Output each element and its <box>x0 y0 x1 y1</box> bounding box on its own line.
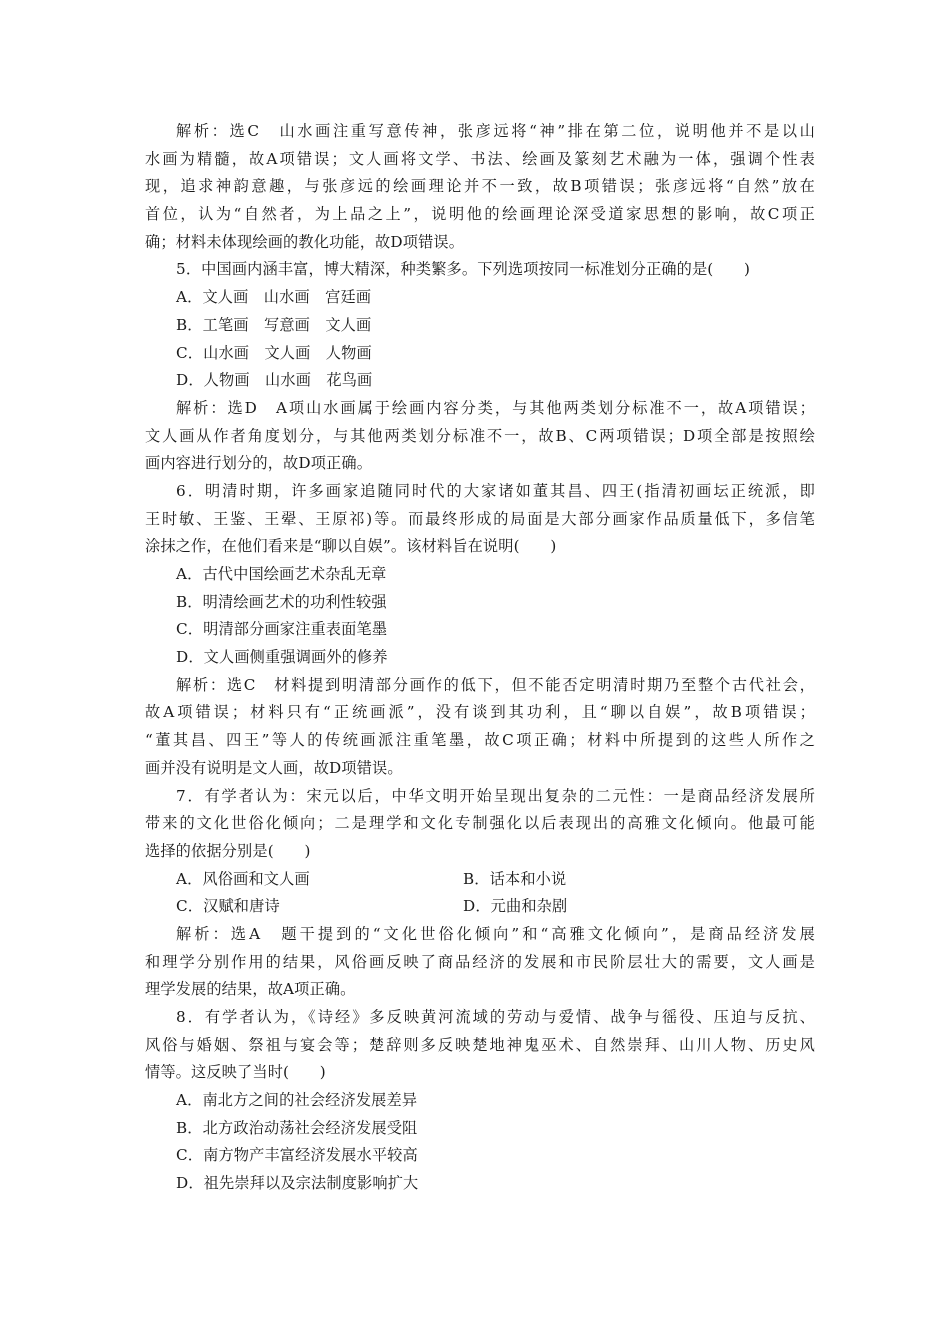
question-stem-line: 带来的文化世俗化倾向；二是理学和文化专制强化以后表现出的高雅文化倾向。他最可能 <box>145 814 815 833</box>
option-b: B．明清绘画艺术的功利性较强 <box>176 592 387 611</box>
document-page <box>145 118 815 1198</box>
option-a: A．文人画 山水画 宫廷画 <box>176 288 372 307</box>
question-stem-line: 情等。这反映了当时( ) <box>145 1063 326 1082</box>
question-stem-line: 选择的依据分别是( ) <box>145 841 311 860</box>
question-6 <box>145 478 815 783</box>
analysis-line: 解析：选C 山水画注重写意传神，张彦远将“神”排在第二位，说明他并不是以山 <box>176 122 815 140</box>
option-c: C．南方物产丰富经济发展水平较高 <box>176 1146 418 1165</box>
option-a: A．南北方之间的社会经济发展差异 <box>176 1091 418 1110</box>
option-b: B．话本和小说 <box>463 869 567 888</box>
option-a: A．古代中国绘画艺术杂乱无章 <box>176 565 387 583</box>
question-stem-line: 风俗与婚姻、祭祖与宴会等；楚辞则多反映楚地神鬼巫术、自然崇拜、山川人物、历史风 <box>145 1035 815 1054</box>
analysis-line: 画并没有说明是文人画，故D项错误。 <box>145 758 403 777</box>
analysis-line: 解析：选A 题干提到的“文化世俗化倾向”和“高雅文化倾向”，是商品经济发展 <box>176 924 815 943</box>
analysis-line: 理学发展的结果，故A项正确。 <box>145 980 356 999</box>
question-5 <box>145 256 815 478</box>
option-c: C．明清部分画家注重表面笔墨 <box>176 620 388 639</box>
question-8 <box>145 1004 815 1198</box>
option-d: D．人物画 山水画 花鸟画 <box>176 371 373 390</box>
analysis-line: 和理学分别作用的结果，风俗画反映了商品经济的发展和市民阶层壮大的需要，文人画是 <box>145 952 815 971</box>
question-stem-line: 7．有学者认为：宋元以后，中华文明开始呈现出复杂的二元性：一是商品经济发展所 <box>176 786 815 805</box>
question-stem-line: 涂抹之作，在他们看来是“聊以自娱”。该材料旨在说明( ) <box>145 537 557 556</box>
question-stem-line: 8．有学者认为，《诗经》多反映黄河流域的劳动与爱情、战争与徭役、压迫与反抗、 <box>176 1008 815 1026</box>
analysis-line: 解析：选D A项山水画属于绘画内容分类，与其他两类划分标准不一，故A项错误； <box>176 398 815 417</box>
question-stem: 5．中国画内涵丰富，博大精深，种类繁多。下列选项按同一标准划分正确的是( ) <box>176 260 751 279</box>
analysis-line: 现，追求神韵意趣，与张彦远的绘画理论并不一致，故B项错误；张彦远将“自然”放在 <box>145 177 815 196</box>
options-row <box>145 866 815 894</box>
analysis-line: 水画为精髓，故A项错误；文人画将文学、书法、绘画及篆刻艺术融为一体，强调个性表 <box>145 149 815 168</box>
analysis-line: 首位，认为“自然者，为上品之上”，说明他的绘画理论深受道家思想的影响，故C项正 <box>145 205 815 224</box>
option-d: D．元曲和杂剧 <box>463 897 568 916</box>
option-d: D．祖先崇拜以及宗法制度影响扩大 <box>176 1174 419 1193</box>
question-7 <box>145 783 815 1005</box>
option-c: C．山水画 文人画 人物画 <box>176 343 372 362</box>
q4-analysis <box>145 118 815 256</box>
option-a: A．风俗画和文人画 <box>176 869 310 888</box>
option-b: B．工笔画 写意画 文人画 <box>176 315 372 334</box>
option-c: C．汉赋和唐诗 <box>176 897 280 916</box>
analysis-line: 文人画从作者角度划分，与其他两类划分标准不一，故B、C两项错误；D项全部是按照绘 <box>145 426 815 445</box>
analysis-line: 确；材料未体现绘画的教化功能，故D项错误。 <box>145 232 465 251</box>
question-stem-line: 6．明清时期，许多画家追随同时代的大家诸如董其昌、四王(指清初画坛正统派，即 <box>176 481 815 500</box>
analysis-line: 故A项错误；材料只有“正统画派”，没有谈到其功利，且“聊以自娱”，故B项错误； <box>145 703 815 722</box>
option-d: D．文人画侧重强调画外的修养 <box>176 648 388 667</box>
option-b: B．北方政治动荡社会经济发展受阻 <box>176 1118 418 1137</box>
question-stem-line: 王时敏、王鉴、王翚、王原祁)等。而最终形成的局面是大部分画家作品质量低下，多信笔 <box>145 509 815 528</box>
options-row <box>145 893 815 921</box>
analysis-line: 解析：选C 材料提到明清部分画作的低下，但不能否定明清时期乃至整个古代社会， <box>176 675 815 694</box>
analysis-line: 画内容进行划分的，故D项正确。 <box>145 454 373 473</box>
analysis-line: “董其昌、四王”等人的传统画派注重笔墨，故C项正确；材料中所提到的这些人所作之 <box>145 731 815 750</box>
